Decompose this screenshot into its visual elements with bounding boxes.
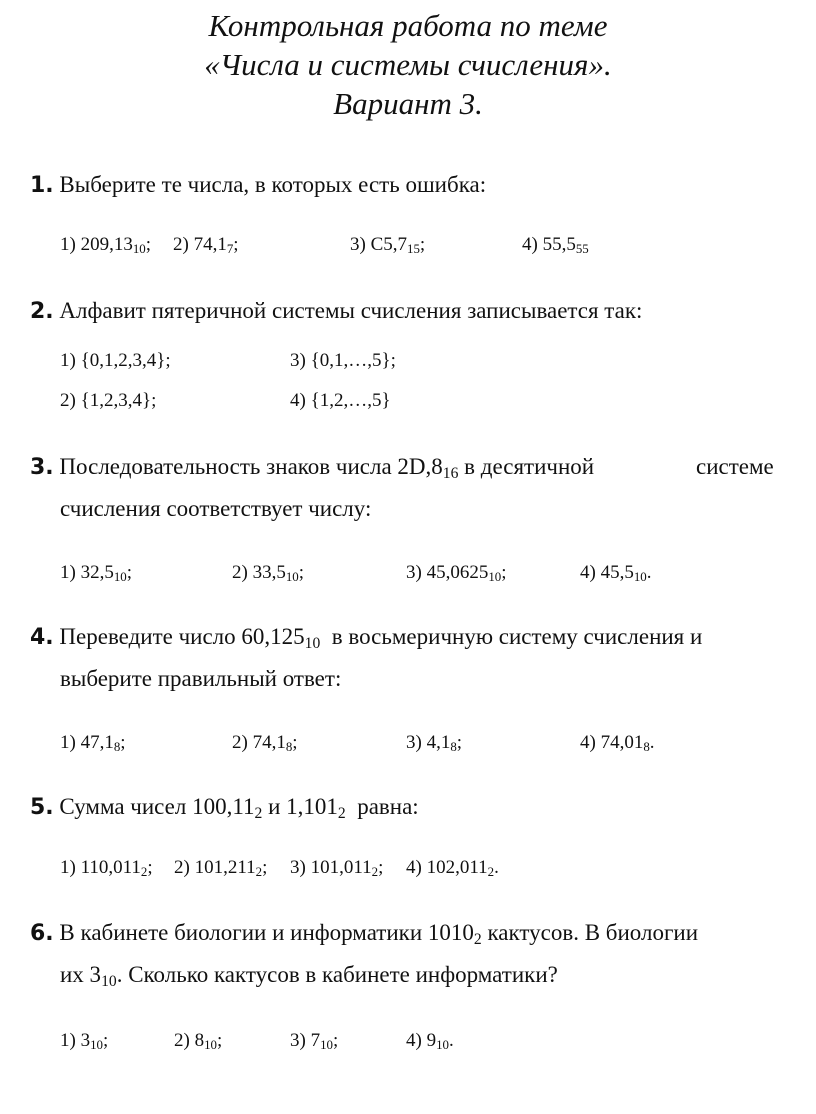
q6-option-2: 2) $8_{10}$;: [174, 1030, 223, 1053]
q6-option-3: 3) $7_{10}$;: [290, 1030, 339, 1053]
question-text: Алфавит пятеричной системы счисления записывается так:: [59, 298, 643, 323]
base-subscript-2: 10: [101, 972, 117, 990]
q1-option-2: 2) $74,1_7$;: [173, 234, 239, 257]
question-text-line2: счисления соответствует числу:: [60, 496, 372, 521]
q3-option-2: 2) $33,5_{10}$;: [232, 562, 305, 585]
title-line-3: Вариант 3.: [333, 86, 483, 121]
q5-option-4: 4) $102,011_2$.: [406, 857, 499, 880]
title-line-1: Контрольная работа по теме: [208, 8, 608, 43]
question-text-c: системе: [696, 454, 774, 479]
q6-option-4: 4) $9_{10}$.: [406, 1030, 454, 1053]
question-number: 6.: [30, 921, 54, 946]
question-text-b: и 1,101: [262, 794, 338, 819]
q2-option-2: 2) {1,2,3,4};: [60, 390, 157, 411]
q3-option-1: 1) $32,5_{10}$;: [60, 562, 133, 585]
question-number: 5.: [30, 795, 54, 820]
question-3: [30, 446, 800, 529]
q6-option-1: 1) $3_{10}$;: [60, 1030, 109, 1053]
question-text-a: В кабинете биологии и информатики 1010: [59, 920, 474, 945]
question-text-line2: их $3_{10}$. Сколько кактусов в кабинете информатики?: [60, 962, 558, 990]
question-text-b: в десятичной: [458, 454, 595, 479]
q5-option-3: 3) $101,011_2$;: [290, 857, 384, 880]
question-number: 3.: [30, 455, 54, 480]
title-line-2: «Числа и системы счисления».: [204, 47, 612, 82]
page-title: [0, 6, 816, 123]
question-2: [30, 290, 800, 332]
question-text-b: в восьмеричную систему счисления и: [320, 624, 703, 649]
q4-option-3: 3) $4,1_8$;: [406, 732, 463, 755]
question-text-c: равна:: [345, 794, 419, 819]
question-number: 2.: [30, 299, 54, 324]
question-5: [30, 786, 800, 828]
question-text-a: Последовательность знаков числа 2D,8: [59, 454, 443, 479]
base-subscript-1: 2: [473, 930, 482, 948]
question-text: Выберите те числа, в которых есть ошибка:: [59, 172, 487, 197]
question-text-b: кактусов. В биологии: [481, 920, 699, 945]
question-number: 4.: [30, 625, 54, 650]
q3-option-3: 3) $45,0625_{10}$;: [406, 562, 507, 585]
q2-option-1: 1) {0,1,2,3,4};: [60, 350, 171, 371]
question-text-line2: выберите правильный ответ:: [60, 666, 342, 691]
q3-option-4: 4) $45,5_{10}$.: [580, 562, 652, 585]
q2-option-4: 4) {1,2,…,5}: [290, 390, 391, 411]
question-6: [30, 912, 800, 995]
q1-option-3: 3) $C5,7_{15}$;: [350, 234, 426, 257]
q4-option-2: 2) $74,1_8$;: [232, 732, 298, 755]
q5-option-1: 1) $110,011_2$;: [60, 857, 153, 880]
q4-option-4: 4) $74,01_8$.: [580, 732, 655, 755]
question-4: [30, 616, 800, 699]
q2-option-3: 3) {0,1,…,5};: [290, 350, 396, 371]
base-subscript-1: 2: [254, 804, 263, 822]
question-number: 1.: [30, 173, 54, 198]
question-text-a: Переведите число 60,125: [59, 624, 305, 649]
base-subscript: 16: [442, 464, 459, 482]
base-subscript-2: 2: [337, 804, 346, 822]
q4-option-1: 1) $47,1_8$;: [60, 732, 126, 755]
question-1: [30, 164, 800, 206]
question-text-a: Сумма чисел 100,11: [59, 794, 255, 819]
base-subscript: 10: [304, 634, 321, 652]
q1-option-1: 1) $209,13_{10}$;: [60, 234, 152, 257]
q1-option-4: 4) $55,5_{55}$: [522, 234, 589, 257]
q5-option-2: 2) $101,211_2$;: [174, 857, 268, 880]
